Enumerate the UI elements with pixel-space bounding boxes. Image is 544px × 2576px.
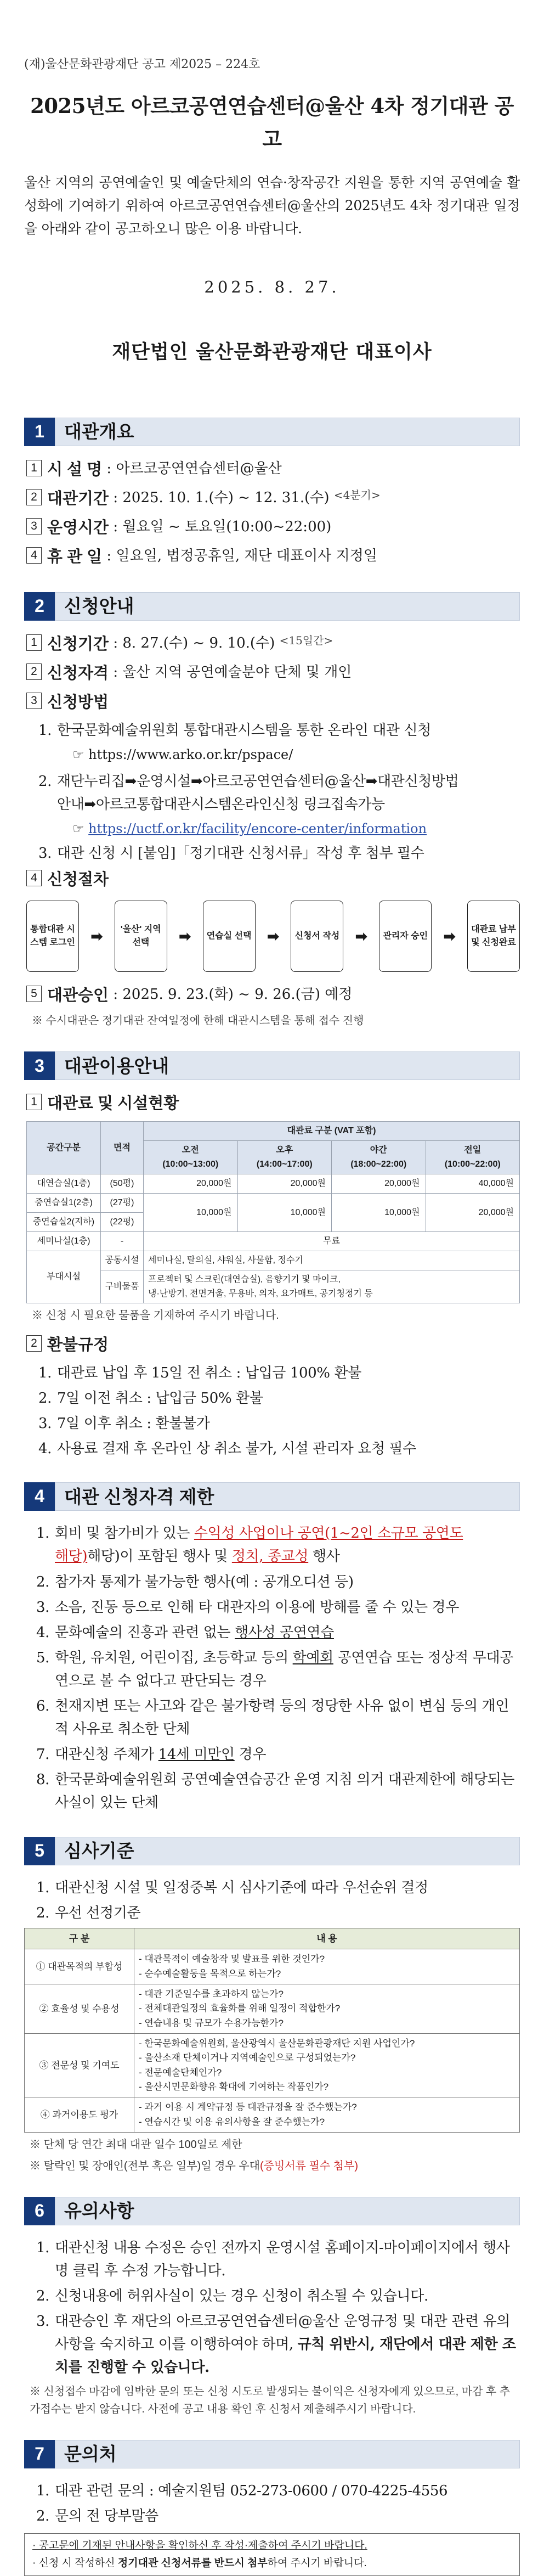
list-item: 3. 소음, 진동 등으로 인해 타 대관자의 이용에 방해를 줄 수 있는 경우 [36, 1599, 459, 1616]
list-item: 2. 우선 선정기준 [36, 1904, 141, 1921]
arko-link[interactable]: ☞ https://www.arko.or.kr/pspace/ [72, 747, 293, 763]
uctf-link[interactable]: https://uctf.or.kr/facility/encore-center/information [88, 821, 427, 837]
step-arrow: ➡ [267, 928, 279, 945]
section-header-criteria [24, 1837, 520, 1865]
list-item: 7. 대관신청 주체가 14세 미만인 경우 [36, 1746, 267, 1763]
section-header-usage [24, 1051, 520, 1080]
section-number: 6 [24, 2197, 55, 2225]
refund-list [26, 1362, 520, 1460]
criteria-list [24, 1876, 520, 1925]
contact-list [24, 2479, 520, 2528]
list-item: 6. 천재지변 또는 사고와 같은 불가항력 등의 정당한 사유 없이 변심 등의 개인적 사유로 취소한 단체 [36, 1698, 509, 1738]
step-arrow: ➡ [90, 928, 103, 945]
table-row: 중연습실1(2층) (27평) 10,000원 10,000원 10,000원 20,000원 [27, 1194, 520, 1213]
method-item: 2. 재단누리집➡운영시설➡아르코공연연습센터@울산➡대관신청방법 안내➡아르코통합대관시스템온라인신청 링크접속가능 [38, 773, 459, 813]
section-number: 2 [24, 592, 55, 621]
list-item: 2. 신청내용에 허위사실이 있는 경우 신청이 취소될 수 있습니다. [36, 2288, 428, 2305]
caution-note: ※ 신청접수 마감에 임박한 문의 또는 신청 시도로 발생되는 불이익은 신청자에게 있으므로, 마감 후 추가접수는 받지 않습니다. 사전에 공고 내용 확인 후 신청서 제출해주시기 바랍니다. [30, 2385, 511, 2415]
table-row: 부대시설 공동시설 세미나실, 탈의실, 샤워실, 사물함, 정수기 [27, 1251, 520, 1270]
section-header-caution [24, 2197, 520, 2225]
contact-guide-box: · 공고문에 기재된 안내사항을 확인하신 후 작성·제출하여 주시기 바랍니다. · 신청 시 작성하신 정기대관 신청서류를 반드시 첨부하여 주시기 바랍니다. [24, 2533, 520, 2576]
list-item: 4. 사용료 결재 후 온라인 상 취소 불가, 시설 관리자 요청 필수 [38, 1441, 416, 1458]
section-title: 신청안내 [55, 592, 520, 621]
step-login: 통합대관 시스템 로그인 [26, 901, 79, 972]
section-header-restriction [24, 1482, 520, 1511]
criteria-note-limit: ※ 단체 당 연간 최대 대관 일수 100일로 제한 [30, 2139, 242, 2151]
section-title: 심사기준 [55, 1837, 520, 1865]
method-item: 3. 대관 신청 시 [붙임]「정기대관 신청서류」작성 후 첨부 필수 [38, 845, 424, 862]
table-row: ② 효율성 및 수용성 - 대관 기준일수를 초과하지 않는가? - 전체대관일정의 효율화를 위해 일정이 적합한가? - 연습내용 및 규모가 수용가능한가? [25, 1984, 520, 2034]
table-row: 중연습실2(지하) (22평) [27, 1212, 520, 1231]
list-item: 3. 대관승인 후 재단의 아르코공연연습센터@울산 운영규정 및 대관 관련 유의사항을 숙지하고 이를 이행하여야 하며, 규칙 위반시, 재단에서 대관 제한 조치를 진행할 수 있습니다. [36, 2313, 516, 2376]
section-number: 4 [24, 1482, 55, 1511]
approval-period: 5 대관승인 : 2025. 9. 23.(화) ~ 9. 26.(금) 예정 [26, 983, 520, 1009]
overview-item: 1 시 설 명 : 아르코공연연습센터@울산 [26, 457, 520, 483]
caution-list [24, 2236, 520, 2380]
list-item: 1. 회비 및 참가비가 있는 수익성 사업이나 공연(1~2인 소규모 공연도 해당)해당)이 포함된 행사 및 정치, 종교성 행사 [36, 1525, 463, 1565]
notice-date: 2025. 8. 27. [204, 277, 340, 296]
intro-paragraph: 울산 지역의 공연예술인 및 예술단체의 연습·창작공간 지원을 통한 지역 공연예술 활성화에 기여하기 위하여 아르코공연연습센터@울산의 2025년도 4차 정기대관 일정을 아래와 같이 공고하오니 많은 이용 바랍니다. [24, 174, 520, 237]
section-header-application [24, 592, 520, 621]
section-title: 대관이용안내 [55, 1051, 520, 1080]
step-approval: 관리자 승인 [379, 901, 432, 972]
section-number: 3 [24, 1051, 55, 1080]
section-header-overview [24, 418, 520, 446]
refund-heading: 2 환불규정 [26, 1332, 520, 1358]
list-item: 1. 대관신청 내용 수정은 승인 전까지 운영시설 홈페이지-마이페이지에서 행사명 클릭 후 수정 가능합니다. [36, 2239, 510, 2280]
list-item: 1. 대관료 납입 후 15일 전 취소 : 납입금 100% 환불 [38, 1364, 361, 1381]
fee-note: ※ 신청 시 필요한 물품을 기재하여 주시기 바랍니다. [32, 1309, 279, 1322]
step-room: 연습실 선택 [203, 901, 256, 972]
list-item: 3. 7일 이후 취소 : 환불불가 [38, 1415, 210, 1432]
section-title: 문의처 [55, 2440, 520, 2468]
fee-table: 공간구분 면적 대관료 구분 (VAT 포함) 오전 (10:00~13:00) 오후 (14:00~17:00) 야간 (18:00~22:00) 전일 (10:00~22:00) 대연습실(1층) (50평) 20,000원 20,000원 20,000원 40,000원 중연습실1(2층) (27평) 10,000원 10,000원 10,000원 20,000원 중연습실2(지하) (22평) 세미나실(1층) - 무료 부대시설 공동시설 세미나실, 탈의실, 샤워실, 사물함, 정수기 구비물품 프로젝터 및 스크린(대연습실), 음향기기 및 마이크, 냉·난방기, 전면거울, 무용바, 의자, 요가매트, 공기청정기 등 [26, 1121, 520, 1303]
list-item: 2. 문의 전 당부말씀 [36, 2507, 158, 2524]
list-item: 5. 학원, 유치원, 어린이집, 초등학교 등의 학예회 공연연습 또는 정상적 무대공연으로 볼 수 없다고 판단되는 경우 [36, 1649, 513, 1689]
fee-heading: 1 대관료 및 시설현황 [26, 1091, 520, 1117]
table-row: 대연습실(1층) (50평) 20,000원 20,000원 20,000원 40,000원 [27, 1174, 520, 1194]
step-payment: 대관료 납부 및 신청완료 [467, 901, 520, 972]
list-item: 1. 대관 관련 문의 : 예술지원팀 052-273-0600 / 070-4225-4556 [36, 2482, 448, 2499]
section-number: 7 [24, 2440, 55, 2468]
table-row: 구비물품 프로젝터 및 스크린(대연습실), 음향기기 및 마이크, 냉·난방기, 전면거울, 무용바, 의자, 요가매트, 공기청정기 등 [27, 1270, 520, 1303]
list-item: 2. 7일 이전 취소 : 납입금 50% 환불 [38, 1390, 263, 1407]
application-period: 1 신청기간 : 8. 27.(수) ~ 9. 10.(수) <15일간> [26, 632, 520, 657]
step-arrow: ➡ [179, 928, 191, 945]
overview-item: 3 운영시간 : 월요일 ~ 토요일(10:00~22:00) [26, 515, 520, 541]
section-number: 5 [24, 1837, 55, 1865]
table-row: ④ 과거이용도 평가 - 과거 이용 시 계약규정 등 대관규정을 잘 준수했는가? - 연습시간 및 이용 유의사항을 잘 준수했는가? [25, 2097, 520, 2133]
table-row: ① 대관목적의 부합성 - 대관목적이 예술창작 및 발표를 위한 것인가? - 순수예술활동을 목적으로 하는가? [25, 1949, 520, 1984]
application-qualification: 2 신청자격 : 울산 지역 공연예술분야 단체 및 개인 [26, 661, 520, 687]
step-arrow: ➡ [355, 928, 367, 945]
section-header-contact [24, 2440, 520, 2468]
section-title: 대관 신청자격 제한 [55, 1482, 520, 1511]
uctf-link-row: ☞ https://uctf.or.kr/facility/encore-center/information [72, 821, 427, 837]
step-form: 신청서 작성 [291, 901, 343, 972]
list-item: 4. 문화예술의 진흥과 관련 없는 행사성 공연연습 [36, 1624, 334, 1641]
application-info [24, 632, 520, 1030]
section-title: 유의사항 [55, 2197, 520, 2225]
restriction-list [24, 1522, 520, 1814]
overview-item: 2 대관기간 : 2025. 10. 1.(수) ~ 12. 31.(수) <4분기> [26, 486, 520, 512]
list-item: 1. 대관신청 시설 및 일정중복 시 심사기준에 따라 우선순위 결정 [36, 1879, 428, 1896]
application-procedure: 4 신청절차 [26, 867, 520, 893]
criteria-table: 구 분 내 용 ① 대관목적의 부합성 - 대관목적이 예술창작 및 발표를 위한 것인가? - 순수예술활동을 목적으로 하는가? ② 효율성 및 수용성 - 대관 기준일수를 초과하지 않는가? - 전체대관일정의 효율화를 위해 일정이 적합한가? - 연습내용 및 규모가 수용가능한가? ③ 전문성 및 기여도 - 한국문화예술위원회, 울산광역시 울산문화관광재단 지원 사업인가? - 울산소재 단체이거나 지역예술인으로 구성되었는가? - 전문예술단체인가? - 울산시민문화향유 확대에 기여하는 작품인가? ④ 과거이용도 평가 - 과거 이용 시 계약규정 등 대관규정을 잘 준수했는가? - 연습시간 및 이용 유의사항을 잘 준수했는가? [24, 1928, 520, 2133]
list-item: 2. 참가자 통제가 불가능한 행사(예 : 공개오디션 등) [36, 1573, 354, 1590]
page-title: 2025년도 아르코공연연습센터@울산 4차 정기대관 공고 [30, 93, 514, 151]
application-method: 3 신청방법 [26, 690, 520, 716]
table-row: 세미나실(1층) - 무료 [27, 1231, 520, 1251]
list-item: 8. 한국문화예술위원회 공연예술연습공간 운영 지침 의거 대관제한에 해당되는 사실이 있는 단체 [36, 1771, 515, 1812]
overview-list [24, 457, 520, 570]
criteria-note-priority: ※ 탈락인 및 장애인(전부 혹은 일부)일 경우 우대(증빙서류 필수 첨부) [30, 2159, 358, 2172]
section-title: 대관개요 [55, 418, 520, 446]
step-region: '울산' 지역선택 [115, 901, 167, 972]
section-number: 1 [24, 418, 55, 446]
method-item: 1. 한국문화예술위원회 통합대관시스템을 통한 온라인 대관 신청 [38, 722, 431, 739]
table-row: ③ 전문성 및 기여도 - 한국문화예술위원회, 울산광역시 울산문화관광재단 지원 사업인가? - 울산소재 단체이거나 지역예술인으로 구성되었는가? - 전문예술단체인가? - 울산시민문화향유 확대에 기여하는 작품인가? [25, 2034, 520, 2097]
procedure-flow [26, 901, 520, 972]
approval-note: ※ 수시대관은 정기대관 잔여일정에 한해 대관시스템을 통해 접수 진행 [32, 1015, 364, 1027]
overview-item: 4 휴 관 일 : 일요일, 법정공휴일, 재단 대표이사 지정일 [26, 544, 520, 570]
notice-number: (재)울산문화관광재단 공고 제2025 – 224호 [24, 58, 260, 71]
issuer: 재단법인 울산문화관광재단 대표이사 [112, 341, 432, 364]
step-arrow: ➡ [443, 928, 456, 945]
